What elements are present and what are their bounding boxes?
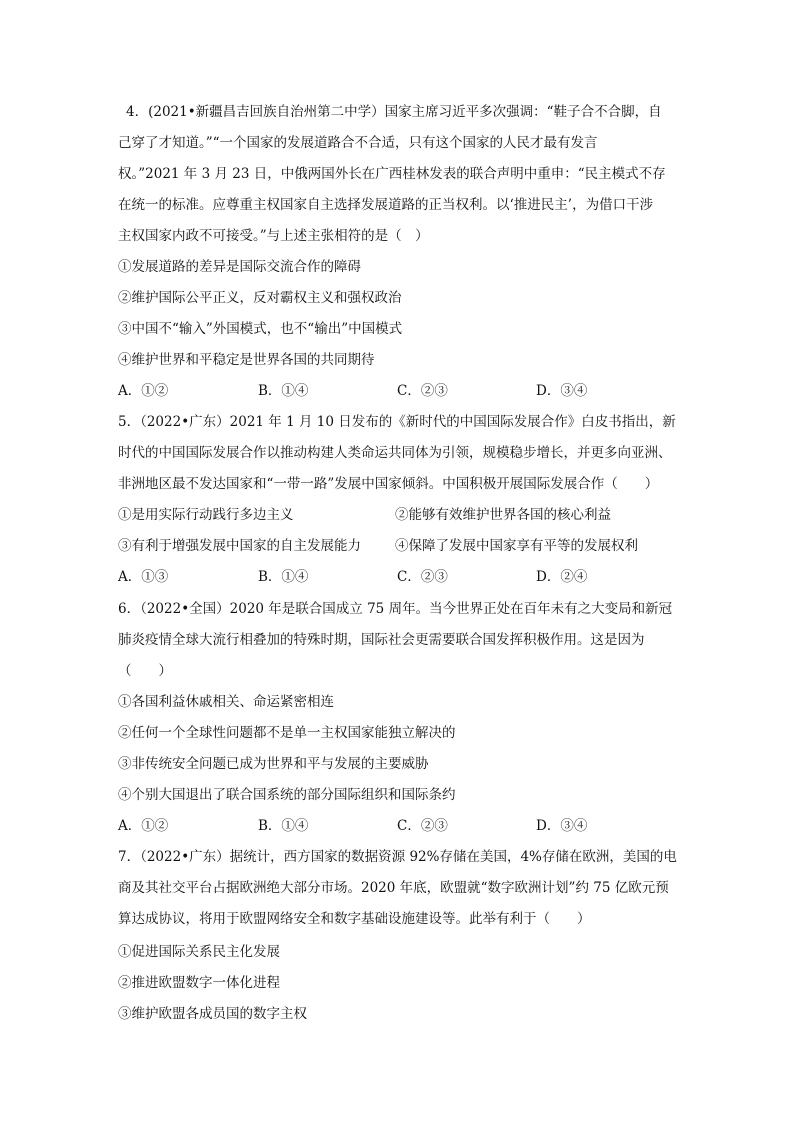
question-stem-line: 6．（2022•全国）2020 年是联合国成立 75 周年。当今世界正处在百年未有之大变局和新冠 (118, 601, 673, 617)
statement-item: ④个别大国退出了联合国系统的部分国际组织和国际条约 (118, 787, 456, 803)
question-stem-line: 商及其社交平台占据欧洲绝大部分市场。2020 年底，欧盟就“数字欧洲计划”约 75 亿欧元预 (118, 880, 669, 896)
statement-item: ③有利于增强发展中国家的自主发展能力 (118, 538, 361, 554)
statement-item: ②能够有效维护世界各国的核心利益 (395, 507, 611, 523)
statement-pair (118, 536, 678, 556)
statement-item: ①促进国际关系民主化发展 (118, 944, 280, 960)
option-a: A．①③ (118, 569, 169, 585)
statement-item: ②任何一个全球性问题都不是单一主权国家能独立解决的 (118, 725, 456, 741)
option-c: C．②③ (397, 818, 448, 834)
question-stem-line: 权。”2021 年 3 月 23 日，中俄两国外长在广西桂林发表的联合声明中重申：“民主模式不存 (118, 166, 666, 182)
statement-item: ③非传统安全问题已成为世界和平与发展的主要威胁 (118, 756, 429, 772)
option-c: C．②③ (397, 383, 448, 399)
question-stem-line: 5．（2022•广东）2021 年 1 月 10 日发布的《新时代的中国国际发展合作》白皮书指出，新 (118, 414, 676, 430)
option-b: B．①④ (258, 383, 309, 399)
question-stem-line: 时代的中国国际发展合作以推动构建人类命运共同体为引领，规模稳步增长，并更多向亚洲、 (118, 445, 672, 461)
option-d: D．③④ (536, 383, 588, 399)
statement-item: ①发展道路的差异是国际交流合作的障碍 (118, 259, 361, 275)
question-stem-line: 算达成协议，将用于欧盟网络安全和数字基础设施建设等。此举有利于（ ） (118, 911, 591, 927)
option-b: B．①④ (258, 569, 309, 585)
statement-item: ③维护欧盟各成员国的数字主权 (118, 1006, 307, 1022)
option-a: A．①② (118, 818, 169, 834)
question-stem-line: 4．(2021•新疆昌吉回族自治州第二中学）国家主席习近平多次强调：“鞋子合不合脚，自 (126, 104, 662, 120)
answer-options (118, 816, 678, 836)
statement-item: ①各国利益休戚相关、命运紧密相连 (118, 694, 334, 710)
statement-item: ①是用实际行动践行多边主义 (118, 507, 294, 523)
answer-options (118, 381, 678, 401)
option-d: D．③④ (536, 818, 588, 834)
statement-pair (118, 505, 678, 525)
statement-item: ③中国不“输入”外国模式，也不“输出”中国模式 (118, 321, 403, 337)
question-stem-line: 7．（2022•广东）据统计，西方国家的数据资源 92%存储在美国，4%存储在欧洲，美国的电 (118, 849, 677, 865)
question-stem-line: 非洲地区最不发达国家和“一带一路”发展中国家倾斜。中国积极开展国际发展合作（ ） (118, 476, 659, 492)
statement-item: ④保障了发展中国家享有平等的发展权利 (395, 538, 638, 554)
question-stem-line: （ ） (118, 663, 172, 679)
question-stem-line: 肺炎疫情全球大流行相叠加的特殊时期，国际社会更需要联合国发挥积极作用。这是因为 (118, 632, 645, 648)
option-b: B．①④ (258, 818, 309, 834)
option-a: A．①② (118, 383, 169, 399)
option-d: D．②④ (536, 569, 588, 585)
statement-item: ②推进欧盟数字一体化进程 (118, 975, 280, 991)
question-stem-line: 在统一的标准。应尊重主权国家自主选择发展道路的正当权利。以‘推进民主’，为借口干涉 (118, 197, 654, 213)
statement-item: ④维护世界和平稳定是世界各国的共同期待 (118, 352, 375, 368)
statement-item: ②维护国际公平正义，反对霸权主义和强权政治 (118, 290, 402, 306)
question-stem-line: 己穿了才知道。”“一个国家的发展道路合不合适，只有这个国家的人民才最有发言 (118, 135, 598, 151)
question-stem-line: 主权国家内政不可接受。”与上述主张相符的是（ ） (118, 228, 429, 244)
answer-options (118, 567, 678, 587)
option-c: C．②③ (397, 569, 448, 585)
